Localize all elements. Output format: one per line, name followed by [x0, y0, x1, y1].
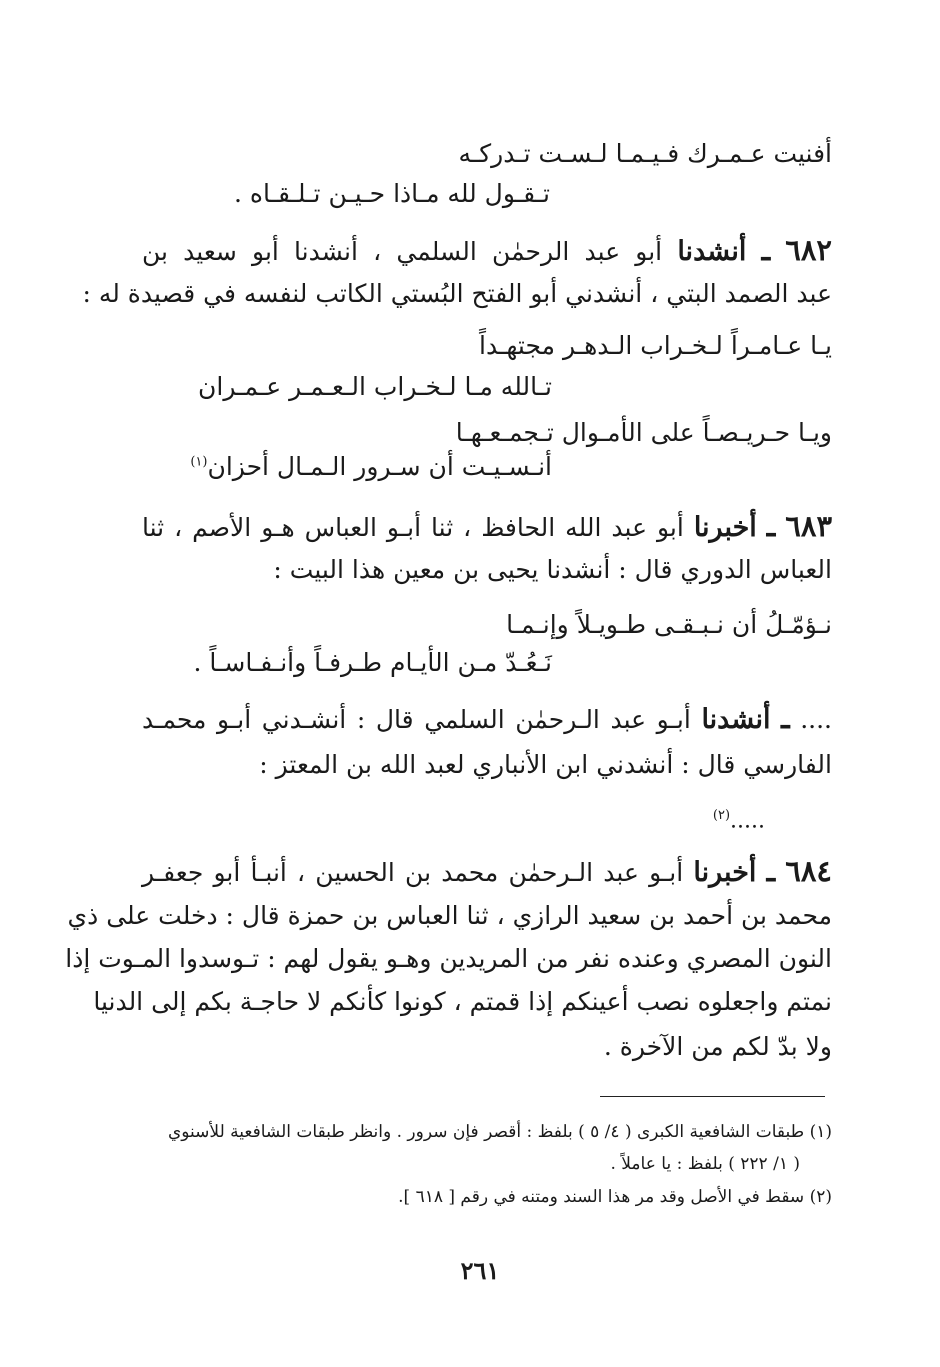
footnote-separator [600, 1096, 825, 1097]
entry-unnumbered-line-2: الفارسي قال : أنشدني ابن الأنباري لعبد الله بن المعتز : [259, 750, 832, 779]
entry-682-line-2: عبد الصمد البتي ، أنشدني أبو الفتح البُستي الكاتب لنفسه في قصيدة له : [82, 279, 832, 308]
verse-line: تـقـول لله مـاذا حـيـن تـلـقـاه . [234, 179, 550, 208]
footnote-1 [168, 1124, 832, 1141]
footnote-marker: (١) [809, 1122, 832, 1142]
verse-line: نـؤمّـلُ أن نـبـقـى طـويـلاً وإنـمـا [506, 610, 832, 639]
verse-text: أنـسـيـت أن سـرور الـمـال أحزان [207, 452, 552, 481]
entry-684-line-5: ولا بدّ لكم من الآخرة . [603, 1032, 832, 1061]
omission-dots [713, 808, 765, 833]
footnote-1-cont: ( ١/ ٢٢٢ ) بلفظ : يا عاملاً . [610, 1154, 800, 1174]
footnote-text: سقط في الأصل وقد مر هذا السند ومتنه في رقم [ ٦١٨ ]. [398, 1187, 805, 1207]
entry-keyword: أنشدنا [701, 704, 771, 735]
entry-keyword: أنشدنا [677, 236, 747, 267]
entry-number: ٦٨٤ [785, 854, 832, 888]
entry-684-line-2: محمد بن أحمد بن سعيد الرازي ، ثنا العباس بن حمزة قال : دخلت على ذي [67, 901, 832, 930]
entry-dash: ـ [766, 854, 776, 888]
entry-number: ٦٨٢ [785, 233, 832, 267]
footnote-marker: (٢) [809, 1187, 832, 1207]
entry-text: أبـو عبد الـرحمٰن السلمي قال : أنشـدني أبـو محمـد [142, 705, 691, 734]
verse-line: نَـعُـدّ مـن الأيـام طـرفـاً وأنـفـاسـاً . [193, 648, 552, 677]
verse-line: ويـا حـريـصـاً على الأمـوال تـجمـعـهـا [455, 418, 832, 447]
entry-684-line-1 [142, 854, 832, 888]
entry-keyword: أخبرنا [693, 512, 757, 543]
entry-dots: .... [800, 705, 832, 734]
entry-dash: ـ [781, 701, 790, 735]
verse-line: أفنيت عـمـرك فـيـمـا لـسـت تـدركـه [458, 139, 832, 168]
entry-text: أبو عبد الله الحافظ ، ثنا أبـو العباس هـو الأصم ، ثنا [142, 513, 684, 542]
verse-line: تـالله مـا لـخـراب الـعـمـر عـمـران [198, 372, 552, 401]
page-number: ٢٦١ [460, 1256, 500, 1285]
verse-line [190, 454, 552, 479]
entry-684-line-4: نمتم واجعلوه نصب أعينكم إذا قمتم ، كونوا كأنكم لا حاجـة بكم إلى الدنيا [93, 987, 832, 1016]
entry-unnumbered-line-1 [142, 701, 832, 735]
footnote-ref: (٢) [712, 808, 731, 823]
footnote-text: طبقات الشافعية الكبرى ( ٤/ ٥ ) بلفظ : أقصر فإن سرور . وانظر طبقات الشافعية للأسنوي [167, 1122, 805, 1142]
footnote-ref: (١) [190, 454, 208, 470]
entry-683-line-1 [142, 509, 833, 543]
entry-682-line-1 [142, 233, 832, 267]
entry-dash: ـ [766, 509, 776, 543]
entry-dash: ـ [761, 233, 771, 267]
entry-text: أبـو عبد الـرحمٰن محمد بن الحسين ، أنبـأ أبو جعفـر [142, 858, 684, 887]
entry-number: ٦٨٣ [785, 509, 833, 543]
footnote-2 [398, 1189, 832, 1206]
entry-683-line-2: العباس الدوري قال : أنشدنا يحيى بن معين هذا البيت : [273, 555, 832, 584]
verse-line: يـا عـامـراً لـخـراب الـدهـر مجتهـداً [479, 331, 832, 360]
entry-keyword: أخبرنا [693, 857, 757, 888]
omission-text: ..... [730, 808, 765, 834]
entry-684-line-3: النون المصري وعنده نفر من المريدين وهـو يقول لهم : تـوسدوا المـوت إذا [65, 944, 832, 973]
entry-text: أبو عبد الرحمٰن السلمي ، أنشدنا أبو سعيد بن [142, 237, 663, 266]
